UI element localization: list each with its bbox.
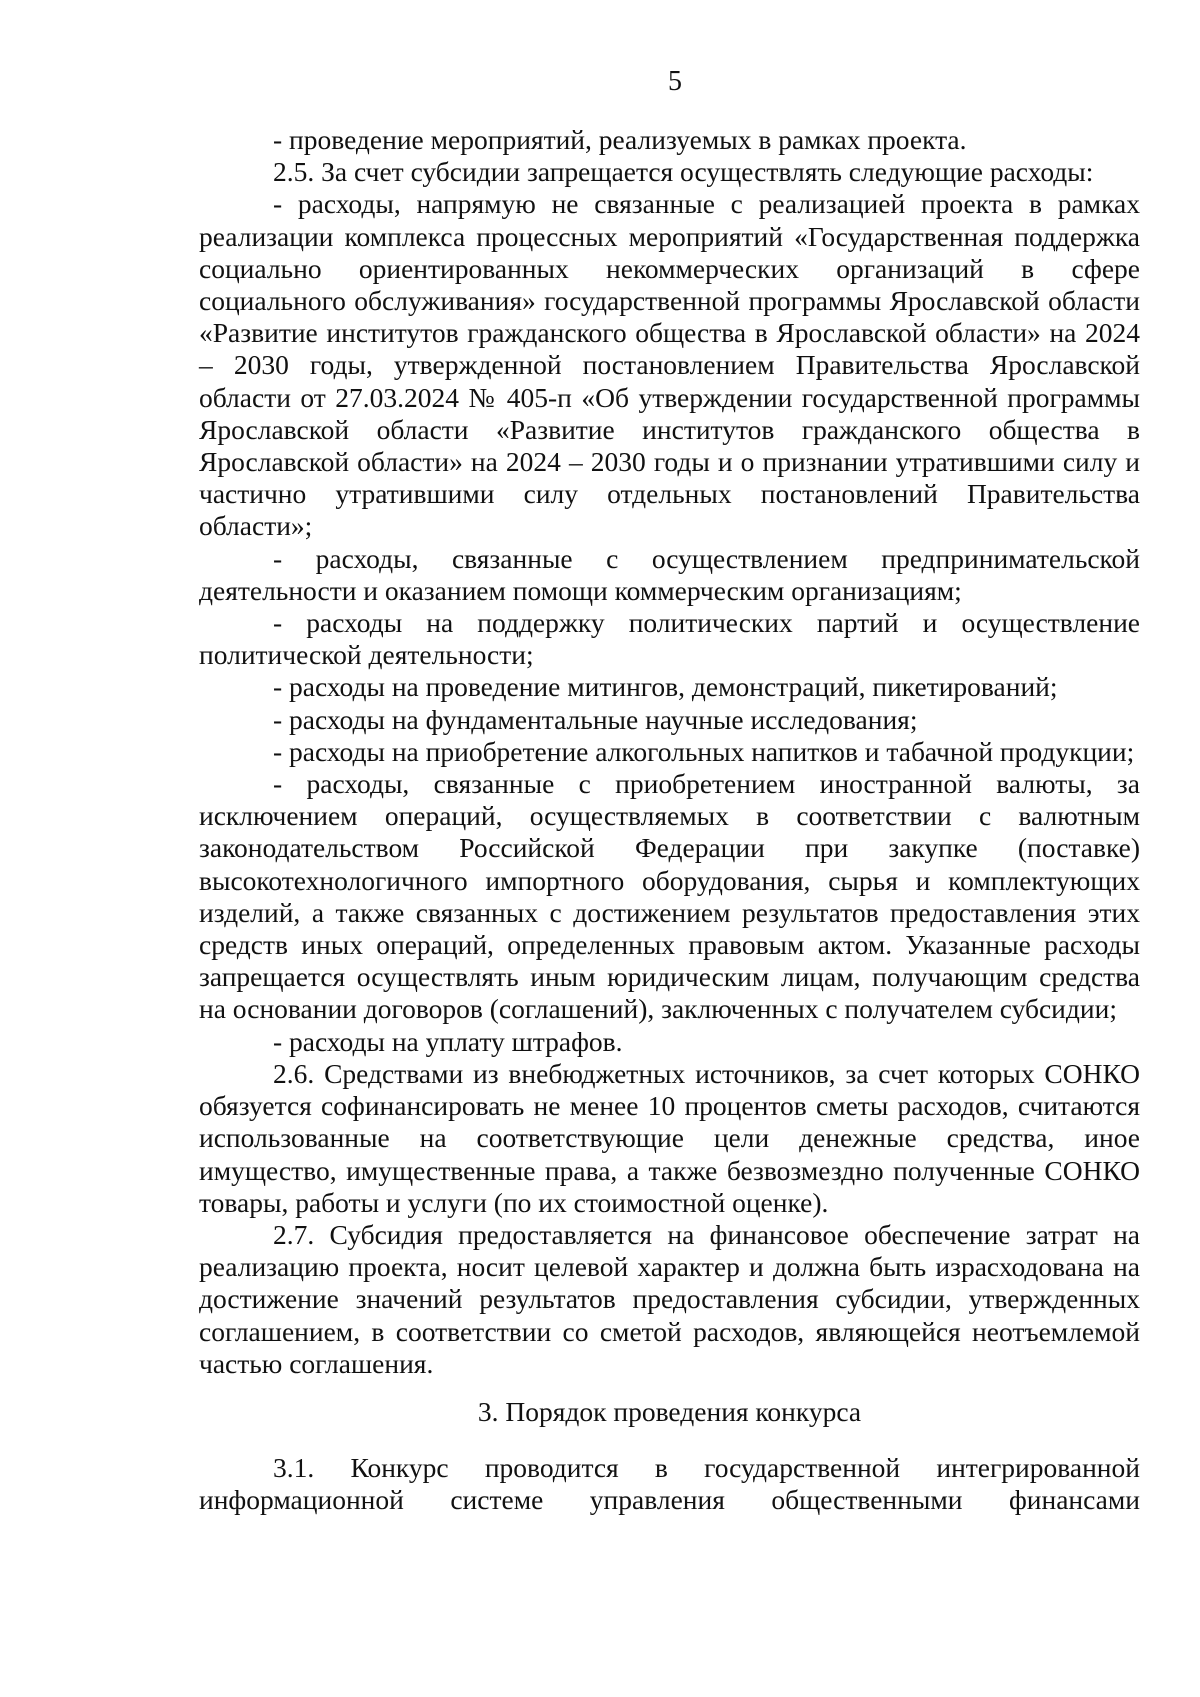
paragraph-expense-business: - расходы, связанные с осуществлением предпринимательской деятельности и оказанием помощи коммерческим организациям;	[199, 542, 1140, 606]
paragraph-3-1: 3.1. Конкурс проводится в государственной интегрированной информационной системе управления общественными финансами	[199, 1451, 1140, 1516]
paragraph-expense-unrelated: - расходы, напрямую не связанные с реализацией проекта в рамках реализации комплекса процессных мероприятий «Государственная поддержка социально ориентированных некоммерческих организаций в сфере социального обслуживания» государственной программы Ярославской области «Развитие институтов гражданского общества в Ярославской области» на 2024 – 2030 годы, утвержденной постановлением Правительства Ярославской области от 27.03.2024 № 405-п «Об утверждении государственной программы Ярославской области «Развитие институтов гражданского общества в Ярославской области» на 2024 – 2030 годы и о признании утратившими силу и частично утратившими силу отдельных постановлений Правительства области»;	[199, 188, 1140, 542]
paragraph-expense-politics: - расходы на поддержку политических партий и осуществление политической деятельности;	[199, 607, 1140, 671]
paragraph-expense-research: - расходы на фундаментальные научные исследования;	[273, 703, 918, 735]
paragraph-2-7: 2.7. Субсидия предоставляется на финансовое обеспечение затрат на реализацию проекта, носит целевой характер и должна быть израсходована на достижение значений результатов предоставления субсидии, утвержденных соглашением, в соответствии со сметой расходов, являющейся неотъемлемой частью соглашения.	[199, 1218, 1140, 1379]
page-number: 5	[668, 66, 682, 97]
paragraph-expense-rallies: - расходы на проведение митингов, демонстраций, пикетирований;	[273, 671, 1058, 703]
paragraph-2-5: 2.5. За счет субсидии запрещается осуществлять следующие расходы:	[273, 156, 1094, 188]
paragraph-expense-alcohol: - расходы на приобретение алкогольных напитков и табачной продукции;	[273, 735, 1135, 767]
paragraph-expense-currency: - расходы, связанные с приобретением иностранной валюты, за исключением операций, осуществляемых в соответствии с валютным законодательством Российской Федерации при закупке (поставке) высокотехнологичного импортного оборудования, сырья и комплектующих изделий, а также связанных с достижением результатов предоставления этих средств иных операций, определенных правовым актом. Указанные расходы запрещается осуществлять иным юридическим лицам, получающим средства на основании договоров (соглашений), заключенных с получателем субсидии;	[199, 768, 1140, 1025]
section-heading: 3. Порядок проведения конкурса	[477, 1395, 862, 1427]
paragraph-expense-fines: - расходы на уплату штрафов.	[273, 1025, 623, 1057]
paragraph-bullet-activities: - проведение мероприятий, реализуемых в рамках проекта.	[273, 124, 967, 155]
document-body	[199, 124, 1140, 1516]
paragraph-2-6: 2.6. Средствами из внебюджетных источников, за счет которых СОНКО обязуется софинансировать не менее 10 процентов сметы расходов, считаются использованные на соответствующие цели денежные средства, иное имущество, имущественные права, а также безвозмездно полученные СОНКО товары, работы и услуги (по их стоимостной оценке).	[199, 1057, 1140, 1218]
